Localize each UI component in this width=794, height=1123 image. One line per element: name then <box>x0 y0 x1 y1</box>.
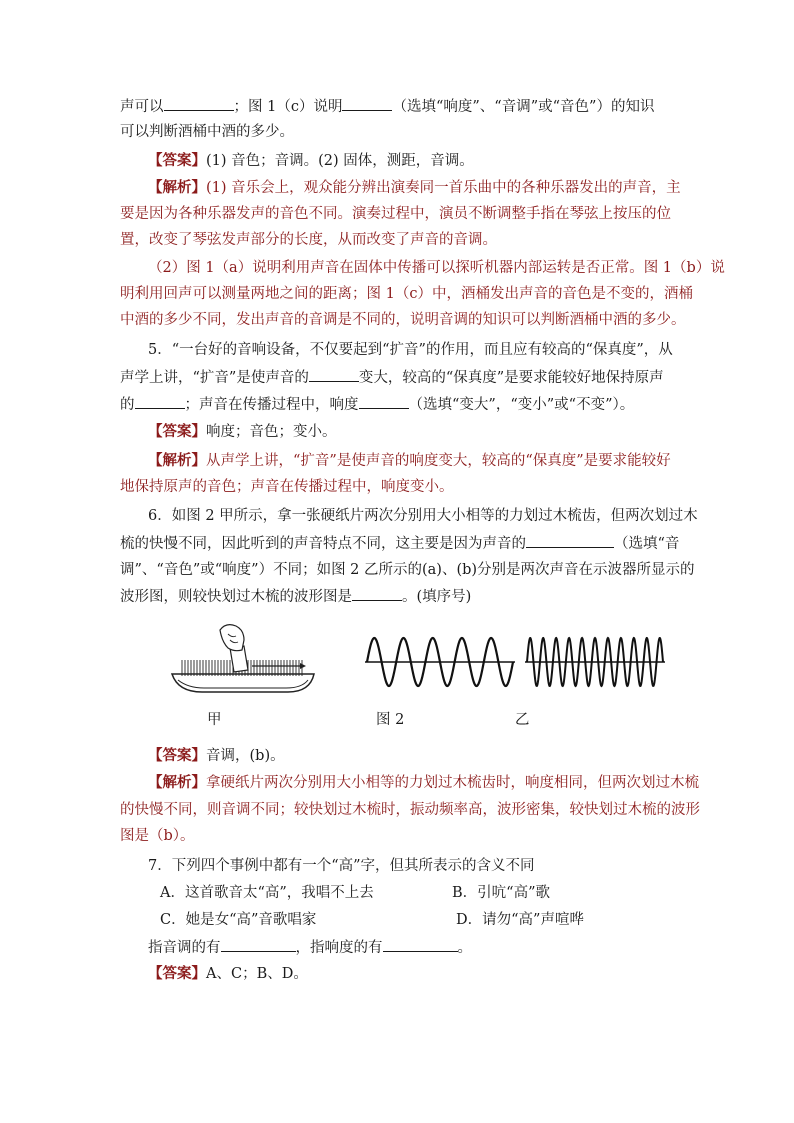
q6-line-2: 梳的快慢不同，因此听到的声音特点不同，这主要是因为声音的 （选填“音 <box>120 533 679 554</box>
answer-blank[interactable] <box>164 96 234 111</box>
q5-line-2: 声学上讲，“扩音”是使声音的 变大，较高的“保真度”是要求能较好地保持原声 <box>120 367 664 388</box>
answer-tag: 【答案】 <box>148 747 206 764</box>
answer-blank[interactable] <box>526 533 614 548</box>
analysis-tag: 【解析】 <box>148 452 206 469</box>
q6-analysis-line-3: 图是（b）。 <box>120 828 195 844</box>
q4-analysis-line-1: 【解析】(1) 音乐会上，观众能分辨出演奏同一首乐曲中的各种乐器发出的声音，主 <box>148 179 681 196</box>
q5-line-1: 5．“一台好的音响设备，不仅要起到“扩音”的作用，而且应有较高的“保真度”，从 <box>148 342 673 358</box>
waveform-b <box>525 634 665 690</box>
caption-jia: 甲 <box>207 712 222 728</box>
q7-line-4: 指音调的有 ，指响度的有 。 <box>148 937 472 958</box>
q6-line-4: 波形图，则较快划过木梳的波形图是 。(填序号) <box>120 586 471 607</box>
q7-option-a: A．这首歌音太“高”，我唱不上去 <box>160 885 374 901</box>
answer-blank[interactable] <box>352 586 402 601</box>
q6-line-1: 6．如图 2 甲所示，拿一张硬纸片两次分别用大小相等的力划过木梳齿，但两次划过木 <box>148 508 698 524</box>
q4-analysis-line-6: 中酒的多少不同，发出声音的音调是不同的，说明音调的知识可以判断酒桶中酒的多少。 <box>120 312 686 328</box>
q5-answer: 【答案】响度；音色；变小。 <box>148 423 337 440</box>
waveform-a <box>365 634 515 690</box>
answer-blank[interactable] <box>383 937 458 952</box>
q7-option-d: D．请勿“高”声喧哗 <box>456 912 584 928</box>
q4-analysis-line-3: 置，改变了琴弦发声部分的长度，从而改变了声音的音调。 <box>120 232 497 248</box>
q4-line-2: 可以判断酒桶中酒的多少。 <box>120 124 294 140</box>
q4-analysis-line-4: （2）图 1（a）说明利用声音在固体中传播可以探听机器内部运转是否正常。图 1（b）说 <box>148 260 725 276</box>
answer-tag: 【答案】 <box>148 965 206 982</box>
answer-blank[interactable] <box>309 367 359 382</box>
q7-option-c: C．她是女“高”音歌唱家 <box>160 912 317 928</box>
caption-yi: 乙 <box>515 712 530 728</box>
figure-2-caption: 图 2 <box>376 712 405 728</box>
q6-analysis-line-2: 的快慢不同，则音调不同；较快划过木梳时，振动频率高，波形密集，较快划过木梳的波形 <box>120 802 700 818</box>
analysis-tag: 【解析】 <box>148 179 206 196</box>
q4-line-1: 声可以 ；图 1（c）说明 （选填“响度”、“音调”或“音色”）的知识 <box>120 96 654 117</box>
analysis-tag: 【解析】 <box>148 774 206 791</box>
q5-line-3: 的 ；声音在传播过程中，响度 （选填“变大”，“变小”或“不变”）。 <box>120 394 634 415</box>
q6-line-3: 调”、“音色”或“响度”）不同；如图 2 乙所示的(a)、(b)分别是两次声音在示波器所显示的 <box>120 562 695 578</box>
answer-blank[interactable] <box>221 937 296 952</box>
q6-answer: 【答案】音调，(b)。 <box>148 747 285 764</box>
answer-blank[interactable] <box>342 96 392 111</box>
q5-analysis-line-2: 地保持原声的音色；声音在传播过程中，响度变小。 <box>120 479 454 495</box>
q7-line-1: 7．下列四个事例中都有一个“高”字，但其所表示的含义不同 <box>148 858 535 874</box>
comb-figure <box>168 620 318 698</box>
answer-blank[interactable] <box>135 394 185 409</box>
q7-answer: 【答案】A、C；B、D。 <box>148 965 308 982</box>
q4-answer: 【答案】(1) 音色；音调。(2) 固体，测距，音调。 <box>148 152 474 169</box>
q4-analysis-line-5: 明利用回声可以测量两地之间的距离；图 1（c）中，酒桶发出声音的音色是不变的，酒桶 <box>120 286 693 302</box>
q6-analysis-line-1: 【解析】拿硬纸片两次分别用大小相等的力划过木梳齿时，响度相同，但两次划过木梳 <box>148 774 699 791</box>
q4-analysis-line-2: 要是因为各种乐器发声的音色不同。演奏过程中，演员不断调整手指在琴弦上按压的位 <box>120 206 671 222</box>
answer-tag: 【答案】 <box>148 423 206 440</box>
q7-option-b: B．引吭“高”歌 <box>452 885 550 901</box>
answer-blank[interactable] <box>359 394 409 409</box>
answer-tag: 【答案】 <box>148 152 206 169</box>
q5-analysis-line-1: 【解析】从声学上讲，“扩音”是使声音的响度变大，较高的“保真度”是要求能较好 <box>148 452 671 469</box>
